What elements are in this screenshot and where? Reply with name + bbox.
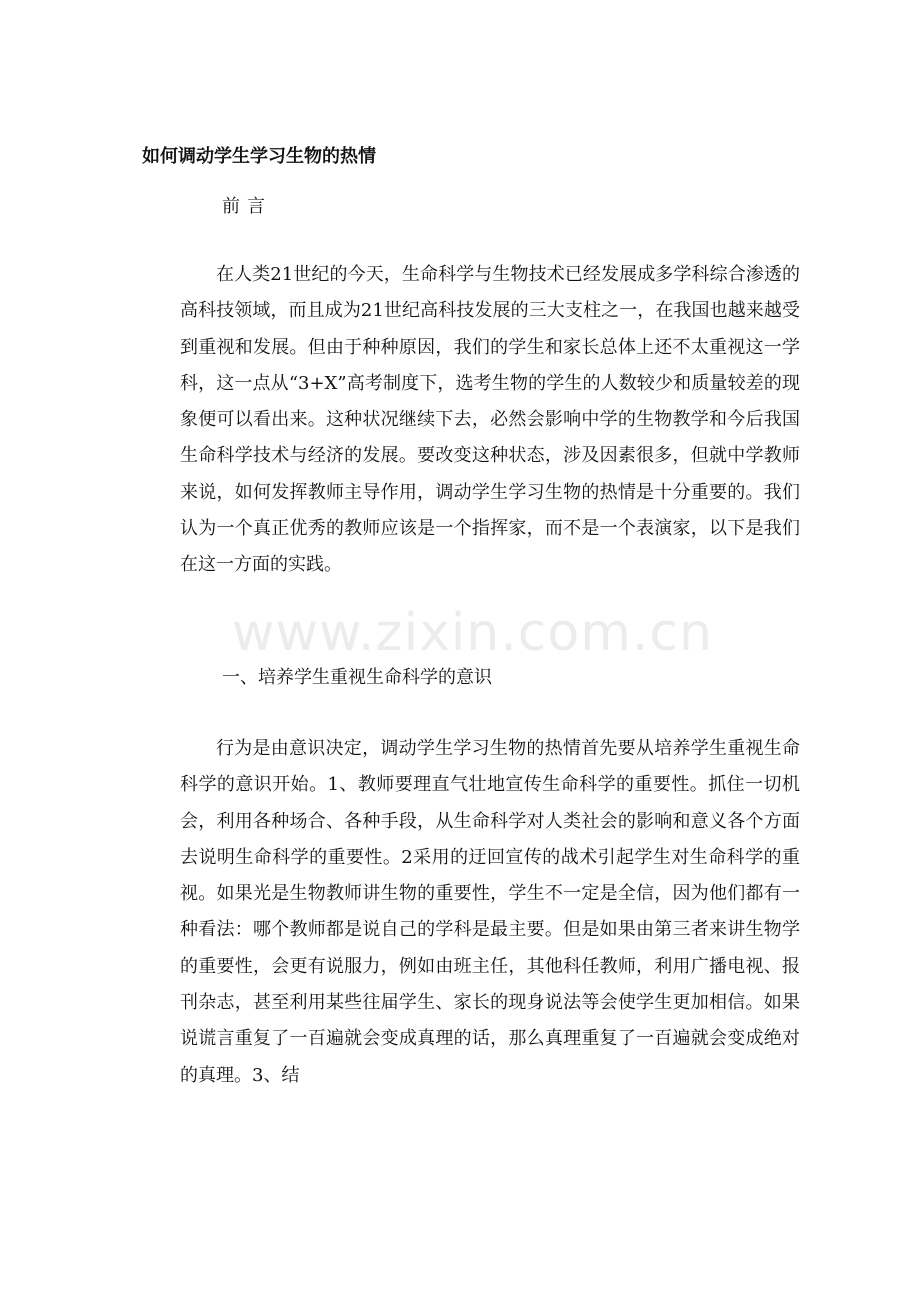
preface-paragraph: 在人类21世纪的今天，生命科学与生物技术已经发展成多学科综合渗透的高科技领域，而且成为21世纪高科技发展的三大支柱之一，在我国也越来越受到重视和发展。但由于种种原因，我们的学生和家长总体上还不太重视这一学科，这一点从“3+X”高考制度下，选考生物的学生的人数较少和质量较差的现象便可以看出来。这种状况继续下去，必然会影响中学的生物教学和今后我国生命科学技术与经济的发展。要改变这种状态，涉及因素很多，但就中学教师来说，如何发挥教师主导作用，调动学生学习生物的热情是十分重要的。我们认为一个真正优秀的教师应该是一个指挥家，而不是一个表演家，以下是我们在这一方面的实践。 xyxy=(180,264,800,576)
preface-heading: 前言 xyxy=(222,196,272,217)
section-1-heading: 一、培养学生重视生命科学的意识 xyxy=(222,667,492,688)
watermark: www.zixin.com.cn xyxy=(232,603,713,663)
section-1-paragraph: 行为是由意识决定，调动学生学习生物的热情首先要从培养学生重视生命科学的意识开始。1、教师要理直气壮地宣传生命科学的重要性。抓住一切机会，利用各种场合、各种手段，从生命科学对人类社会的影响和意义各个方面去说明生命科学的重要性。2采用的迂回宣传的战术引起学生对生命科学的重视。如果光是生物教师讲生物的重要性，学生不一定是全信，因为他们都有一种看法：哪个教师都是说自己的学科是最主要。但是如果由第三者来讲生物学的重要性，会更有说服力，例如由班主任，其他科任教师，利用广播电视、报刊杂志，甚至利用某些往届学生、家长的现身说法等会使学生更加相信。如果说谎言重复了一百遍就会变成真理的话，那么真理重复了一百遍就会变成绝对的真理。3、结 xyxy=(180,738,800,1086)
document-title: 如何调动学生学习生物的热情 xyxy=(142,146,376,167)
